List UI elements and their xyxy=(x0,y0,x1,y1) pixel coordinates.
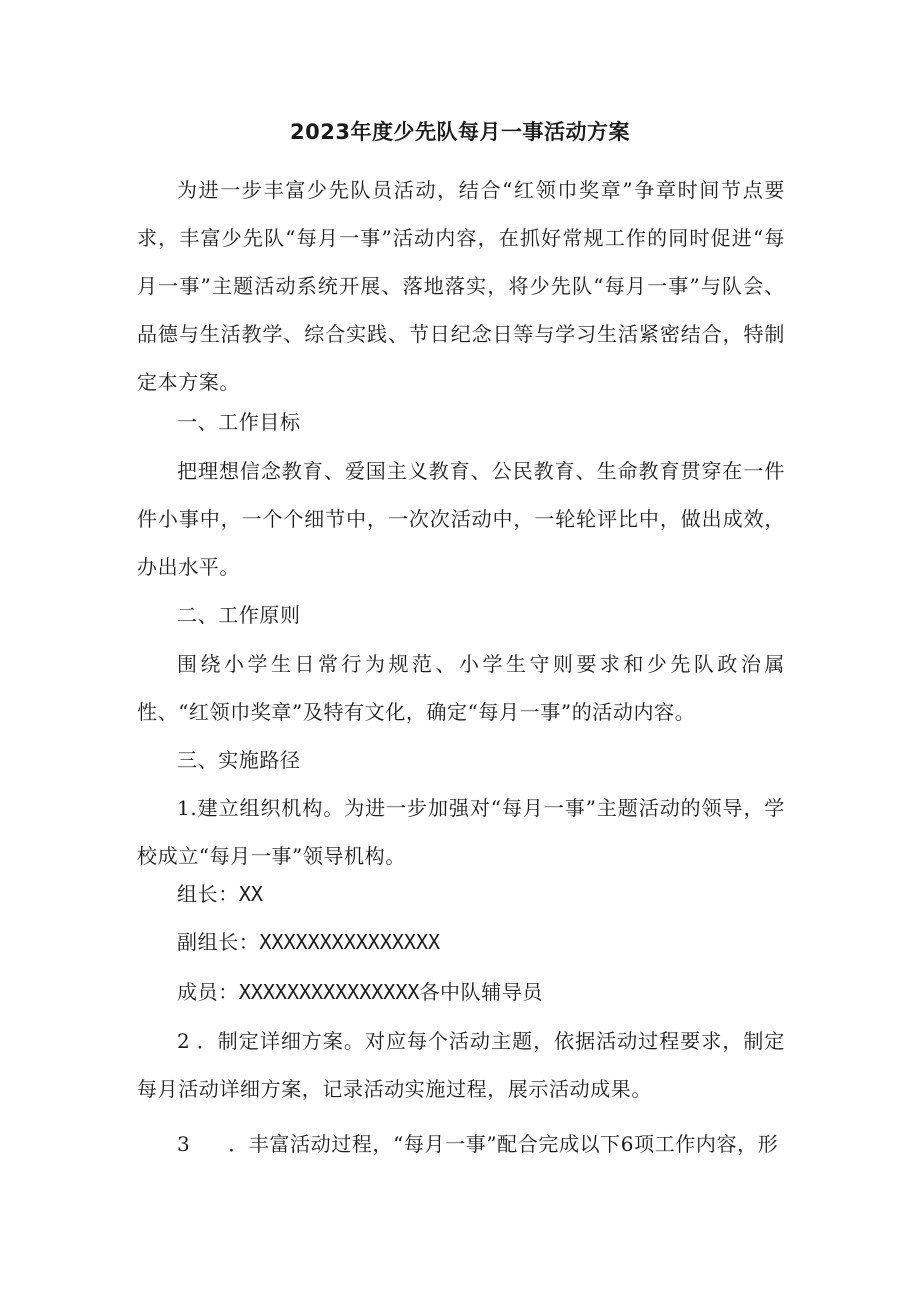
item-2-number: 2 xyxy=(177,1029,191,1053)
item-3-number: 3 xyxy=(177,1132,191,1156)
leader-label: 组长： xyxy=(177,882,239,906)
deputy-label: 副组长： xyxy=(177,930,260,954)
goals-paragraph: 把理想信念教育、爱国主义教育、公民教育、生命教育贯穿在一件件小事中，一个个细节中，一次次活动中，一轮轮评比中，做出成效，办出水平。 xyxy=(137,459,785,579)
members-suffix: 各中队辅导员 xyxy=(419,980,544,1004)
members-value: XXXXXXXXXXXXXXX xyxy=(238,980,420,1004)
section-heading-principles: 二、工作原则 xyxy=(177,603,301,627)
document-title: 2023年度少先队每月一事活动方案 xyxy=(290,120,630,144)
item-2-text: ．制定详细方案。对应每个活动主题，依据活动过程要求，制定每月活动详细方案，记录活动实施过程，展示活动成果。 xyxy=(137,1029,785,1101)
members-line xyxy=(177,968,543,1016)
item-3-line xyxy=(177,1120,778,1168)
item-1-paragraph: 1.建立组织机构。为进一步加强对“每月一事”主题活动的领导，学校成立“每月一事”领导机构。 xyxy=(137,796,785,868)
leader-value: XX xyxy=(238,882,263,906)
item-3-text: ．丰富活动过程，“每月一事”配合完成以下6项工作内容，形 xyxy=(228,1132,779,1156)
deputy-leader-line xyxy=(177,918,440,966)
section-heading-implementation: 三、实施路径 xyxy=(177,748,301,772)
members-label: 成员： xyxy=(177,980,239,1004)
item-2-paragraph xyxy=(137,1017,785,1113)
principles-paragraph: 围绕小学生日常行为规范、小学生守则要求和少先队政治属性、“红领巾奖章”及特有文化，确定“每月一事”的活动内容。 xyxy=(137,652,785,724)
deputy-value: XXXXXXXXXXXXXXX xyxy=(259,930,441,954)
leader-line xyxy=(177,870,263,918)
intro-paragraph: 为进一步丰富少先队员活动，结合“红领巾奖章”争章时间节点要求，丰富少先队“每月一事”活动内容，在抓好常规工作的同时促进“每月一事”主题活动系统开展、落地落实，将少先队“每月一事”与队会、品德与生活教学、综合实践、节日纪念日等与学习生活紧密结合，特制定本方案。 xyxy=(137,178,785,394)
section-heading-goals: 一、工作目标 xyxy=(177,410,301,434)
